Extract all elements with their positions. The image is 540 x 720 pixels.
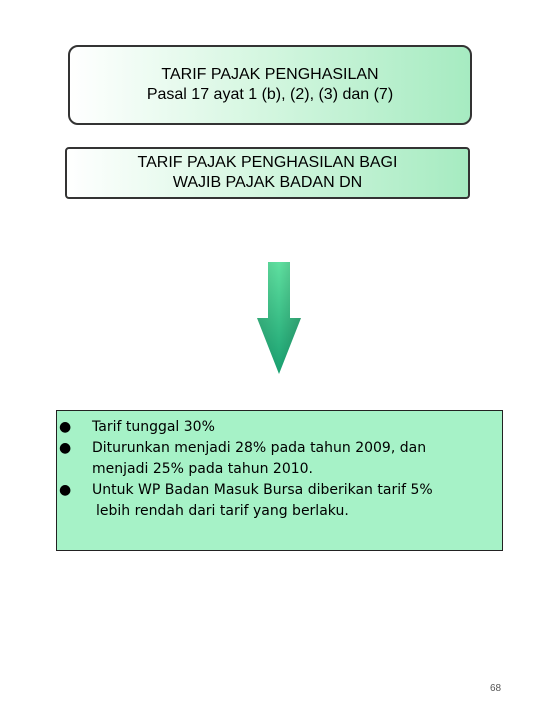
list-item bbox=[57, 417, 502, 438]
bullet-list bbox=[57, 411, 502, 522]
subtitle-line-1: TARIF PAJAK PENGHASILAN BAGI bbox=[137, 154, 398, 171]
bullet-text: Untuk WP Badan Masuk Bursa diberikan tarif 5% bbox=[92, 482, 433, 498]
list-item bbox=[57, 438, 502, 480]
down-arrow-icon bbox=[257, 262, 301, 374]
subtitle-line-2: WAJIB PAJAK BADAN DN bbox=[172, 174, 363, 191]
bullet-text-continued: menjadi 25% pada tahun 2010. bbox=[92, 461, 313, 477]
bullet-text: Diturunkan menjadi 28% pada tahun 2009, dan bbox=[92, 440, 427, 456]
subtitle-box bbox=[65, 147, 470, 199]
title-line-1: TARIF PAJAK PENGHASILAN bbox=[161, 66, 379, 83]
title-line-2: Pasal 17 ayat 1 (b), (2), (3) dan (7) bbox=[146, 86, 394, 103]
title-box bbox=[68, 45, 472, 125]
bullet-icon: ● bbox=[59, 482, 72, 498]
page-number: 68 bbox=[490, 683, 502, 694]
bullet-icon: ● bbox=[59, 440, 72, 456]
bullet-icon: ● bbox=[59, 419, 72, 435]
bullet-text-continued: lebih rendah dari tarif yang berlaku. bbox=[96, 503, 349, 519]
bullet-box bbox=[56, 410, 503, 551]
list-item bbox=[57, 480, 502, 522]
bullet-text: Tarif tunggal 30% bbox=[92, 419, 215, 435]
